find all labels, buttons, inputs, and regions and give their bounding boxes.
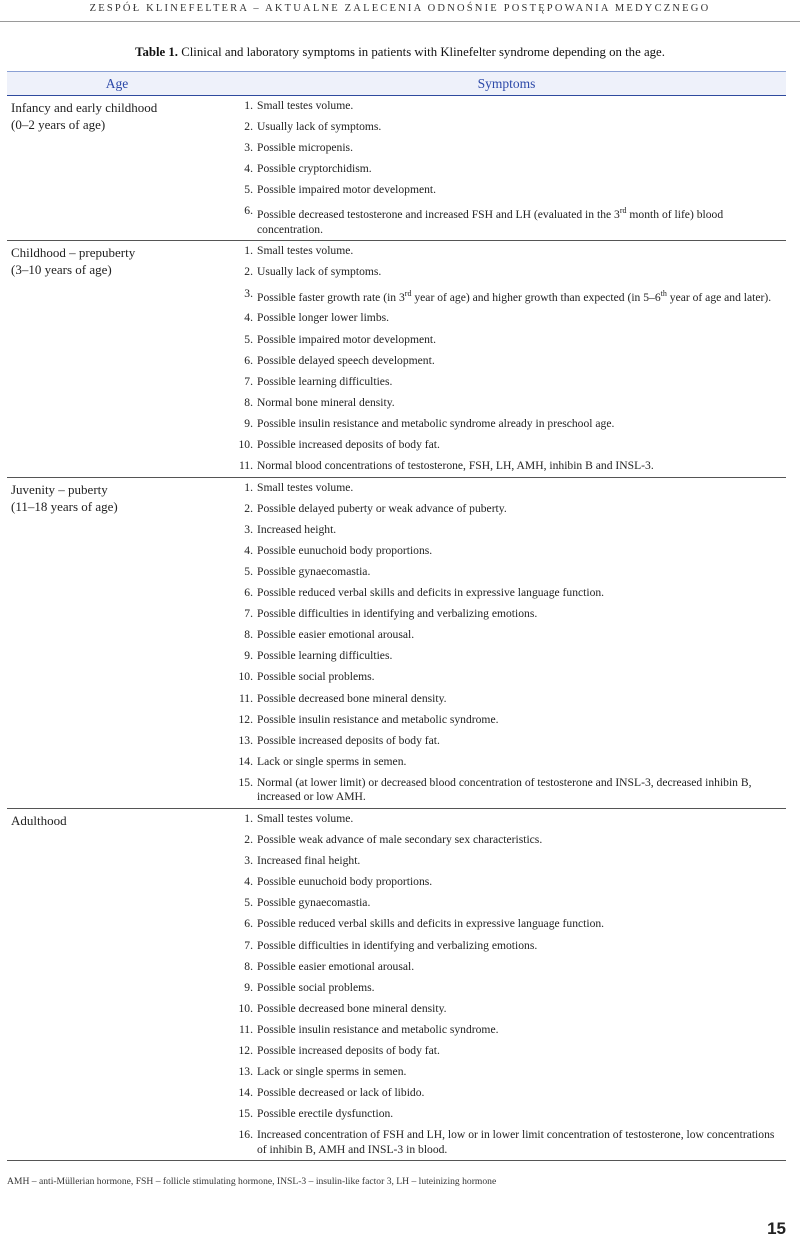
symptom-list: [234, 99, 786, 238]
symptom-text: Possible micropenis.: [257, 141, 353, 155]
symptom-number: 12.: [238, 1043, 253, 1057]
symptom-list: [234, 481, 786, 806]
age-label: Adulthood: [11, 812, 67, 828]
symptom-text: Small testes volume.: [257, 244, 354, 258]
symptom-number: 7.: [244, 938, 253, 952]
symptom-number: 3.: [244, 141, 253, 155]
symptom-text: Possible difficulties in identifying and verbalizing emotions.: [257, 607, 538, 621]
symptom-number: 5.: [244, 183, 253, 197]
symptom-text: Possible longer lower limbs.: [257, 311, 390, 325]
symptom-text: Lack or single sperms in semen.: [257, 1065, 407, 1079]
symptom-number: 14.: [238, 1086, 253, 1100]
age-cell: [7, 481, 234, 806]
symptom-text: Possible decreased testosterone and increased FSH and LH (evaluated in the 3rd month of life) blood concentration.: [257, 206, 724, 236]
symptom-number: 2.: [244, 833, 253, 847]
symptom-text: Increased concentration of FSH and LH, low or in lower limit concentration of testosterone, low concentrations of inhibin B, AMH and INSL-3 in blood.: [257, 1128, 775, 1156]
symptom-text: Small testes volume.: [257, 99, 354, 112]
symptom-number: 16.: [238, 1128, 253, 1142]
symptom-text: Possible social problems.: [257, 980, 375, 994]
symptom-text: Possible impaired motor development.: [257, 183, 437, 197]
symptom-text: Possible difficulties in identifying and verbalizing emotions.: [257, 938, 538, 952]
symptom-number: 9.: [244, 649, 253, 663]
symptom-text: Possible social problems.: [257, 670, 375, 684]
symptom-item: [234, 183, 786, 198]
symptom-number: 3.: [244, 854, 253, 868]
age-label: (0–2 years of age): [11, 117, 106, 132]
symptom-item: [234, 713, 786, 728]
symptom-text: Possible insulin resistance and metabolic syndrome already in preschool age.: [257, 416, 615, 430]
symptom-text: Possible gynaecomastia.: [257, 565, 371, 578]
symptom-number: 6.: [244, 917, 253, 931]
symptom-item: [234, 502, 786, 517]
symptom-number: 13.: [238, 1065, 253, 1079]
symptom-text: Possible learning difficulties.: [257, 649, 393, 663]
symptom-text: Lack or single sperms in semen.: [257, 754, 407, 768]
symptom-item: [234, 481, 786, 496]
symptom-number: 2.: [244, 120, 253, 134]
age-cell: [7, 244, 234, 474]
symptom-item: [234, 141, 786, 156]
age-label: (11–18 years of age): [11, 498, 118, 514]
symptom-item: [234, 833, 786, 848]
age-label: Infancy and early childhood: [11, 100, 158, 115]
symptom-number: 2.: [244, 265, 253, 279]
symptom-item: [234, 396, 786, 411]
symptom-list: [234, 244, 786, 474]
symptom-item: [234, 544, 786, 559]
symptom-item: [234, 896, 786, 911]
symptom-item: [234, 812, 786, 827]
symptom-text: Possible reduced verbal skills and deficits in expressive language function.: [257, 917, 605, 931]
column-header-age: Age: [105, 76, 129, 91]
symptom-list: [234, 812, 786, 1158]
symptom-item: [234, 607, 786, 622]
symptom-item: [234, 1044, 786, 1059]
symptom-text: Possible faster growth rate (in 3rd year of age) and higher growth than expected (in 5–6th year of age and later).: [257, 288, 772, 304]
symptom-item: [234, 776, 786, 805]
table-header-row: [7, 71, 786, 96]
symptom-item: [234, 438, 786, 453]
symptom-item: [234, 265, 786, 280]
symptom-number: 3.: [244, 286, 253, 300]
symptom-text: Small testes volume.: [257, 811, 354, 825]
symptom-text: Possible decreased or lack of libido.: [257, 1086, 425, 1100]
symptom-number: 1.: [244, 244, 253, 258]
symptom-item: [234, 1023, 786, 1038]
symptom-item: [234, 354, 786, 369]
symptom-item: [234, 854, 786, 869]
symptom-text: Possible eunuchoid body proportions.: [257, 543, 433, 557]
symptom-item: [234, 875, 786, 890]
symptom-number: 9.: [244, 416, 253, 430]
symptom-text: Possible easier emotional arousal.: [257, 959, 415, 973]
age-label: (3–10 years of age): [11, 262, 112, 278]
symptom-item: [234, 162, 786, 177]
symptom-item: [234, 459, 786, 474]
symptom-text: Small testes volume.: [257, 480, 354, 494]
symptom-item: [234, 1065, 786, 1080]
symptom-number: 5.: [244, 896, 253, 910]
symptom-number: 10.: [238, 1001, 253, 1015]
symptom-text: Possible gynaecomastia.: [257, 896, 371, 910]
symptom-number: 9.: [244, 980, 253, 994]
table-row-group: [7, 809, 786, 1161]
symptom-item: [234, 565, 786, 580]
symptom-item: [234, 734, 786, 749]
symptom-number: 6.: [244, 586, 253, 600]
symptom-item: [234, 1086, 786, 1101]
symptom-number: 11.: [238, 691, 253, 705]
running-header: ZESPÓŁ KLINEFELTERA – AKTUALNE ZALECENIA ODNOŚNIE POSTĘPOWANIA MEDYCZNEGO: [0, 0, 800, 22]
symptom-number: 14.: [238, 754, 253, 768]
symptom-item: [234, 649, 786, 664]
symptom-text: Possible eunuchoid body proportions.: [257, 875, 433, 889]
column-header-symptoms: Symptoms: [477, 76, 536, 91]
symptom-text: Possible easier emotional arousal.: [257, 628, 415, 642]
symptom-text: Normal bone mineral density.: [257, 395, 395, 409]
symptom-number: 11.: [238, 459, 253, 473]
symptom-number: 5.: [244, 565, 253, 578]
symptom-number: 4.: [244, 543, 253, 557]
symptom-item: [234, 960, 786, 975]
table-row-group: [7, 478, 786, 809]
symptom-number: 8.: [244, 628, 253, 642]
symptom-item: [234, 981, 786, 996]
symptom-text: Possible impaired motor development.: [257, 332, 437, 346]
symptom-number: 10.: [238, 670, 253, 684]
table-row-group: [7, 241, 786, 477]
table-caption: [0, 45, 800, 60]
symptom-item: [234, 99, 786, 114]
symptom-item: [234, 917, 786, 932]
page-number: 15: [767, 1219, 786, 1238]
symptom-text: Possible decreased bone mineral density.: [257, 691, 447, 705]
symptom-text: Possible delayed speech development.: [257, 353, 435, 367]
table-body: [7, 96, 786, 1161]
age-label: Juvenity – puberty: [11, 481, 108, 497]
symptom-item: [234, 417, 786, 432]
symptom-item: [234, 692, 786, 707]
symptom-text: Increased height.: [257, 522, 337, 536]
symptom-text: Possible cryptorchidism.: [257, 162, 372, 176]
symptom-number: 6.: [244, 353, 253, 367]
symptom-item: [234, 1107, 786, 1122]
symptom-item: [234, 375, 786, 390]
symptom-item: [234, 670, 786, 685]
symptom-text: Possible decreased bone mineral density.: [257, 1001, 447, 1015]
symptom-item: [234, 628, 786, 643]
symptom-text: Increased final height.: [257, 854, 361, 868]
symptom-item: [234, 1002, 786, 1017]
symptom-number: 13.: [238, 733, 253, 747]
symptom-item: [234, 244, 786, 259]
symptom-text: Possible increased deposits of body fat.: [257, 1043, 440, 1057]
symptom-text: Usually lack of symptoms.: [257, 265, 382, 279]
symptom-number: 2.: [244, 501, 253, 515]
symptom-item: [234, 755, 786, 770]
symptom-item: [234, 1128, 786, 1157]
symptom-text: Possible delayed puberty or weak advance of puberty.: [257, 501, 507, 515]
symptom-number: 1.: [244, 99, 253, 112]
symptom-text: Possible reduced verbal skills and deficits in expressive language function.: [257, 586, 605, 600]
table-caption-text: Clinical and laboratory symptoms in patients with Klinefelter syndrome depending on the age.: [181, 45, 665, 59]
symptom-text: Possible erectile dysfunction.: [257, 1107, 394, 1121]
symptom-number: 1.: [244, 811, 253, 825]
symptom-number: 6.: [244, 204, 253, 218]
table-caption-label: Table 1.: [135, 45, 179, 59]
symptom-item: [234, 204, 786, 237]
age-cell: [7, 99, 234, 238]
symptom-number: 12.: [238, 712, 253, 726]
symptom-number: 8.: [244, 395, 253, 409]
symptom-number: 7.: [244, 374, 253, 388]
symptom-text: Usually lack of symptoms.: [257, 120, 382, 134]
symptom-number: 4.: [244, 311, 253, 325]
symptom-text: Possible increased deposits of body fat.: [257, 438, 440, 452]
symptom-number: 7.: [244, 607, 253, 621]
symptom-item: [234, 120, 786, 135]
symptom-text: Normal (at lower limit) or decreased blood concentration of testosterone and INSL-3, decreased inhibin B, increased or low AMH.: [257, 775, 752, 804]
symptoms-table: [7, 71, 786, 1161]
symptom-text: Possible insulin resistance and metabolic syndrome.: [257, 712, 499, 726]
symptom-number: 15.: [238, 775, 253, 789]
symptom-number: 5.: [244, 332, 253, 346]
table-footnote: AMH – anti-Müllerian hormone, FSH – follicle stimulating hormone, INSL-3 – insulin-like factor 3, LH – luteinizing hormone: [7, 1176, 497, 1187]
symptom-text: Possible learning difficulties.: [257, 374, 393, 388]
symptom-item: [234, 939, 786, 954]
symptom-text: Normal blood concentrations of testosterone, FSH, LH, AMH, inhibin B and INSL-3.: [257, 459, 654, 473]
symptom-number: 10.: [238, 438, 253, 452]
age-label: Childhood – prepuberty: [11, 245, 136, 261]
symptom-number: 1.: [244, 480, 253, 494]
symptom-number: 4.: [244, 162, 253, 176]
symptom-number: 11.: [238, 1022, 253, 1036]
table-row-group: [7, 96, 786, 241]
symptom-number: 3.: [244, 522, 253, 536]
symptom-item: [234, 333, 786, 348]
symptom-text: Possible weak advance of male secondary sex characteristics.: [257, 833, 543, 847]
age-cell: [7, 812, 234, 1158]
symptom-item: [234, 586, 786, 601]
symptom-number: 15.: [238, 1107, 253, 1121]
symptom-number: 4.: [244, 875, 253, 889]
symptom-text: Possible increased deposits of body fat.: [257, 733, 440, 747]
symptom-item: [234, 523, 786, 538]
symptom-number: 8.: [244, 959, 253, 973]
symptom-item: [234, 287, 786, 305]
symptom-text: Possible insulin resistance and metabolic syndrome.: [257, 1022, 499, 1036]
symptom-item: [234, 311, 786, 326]
